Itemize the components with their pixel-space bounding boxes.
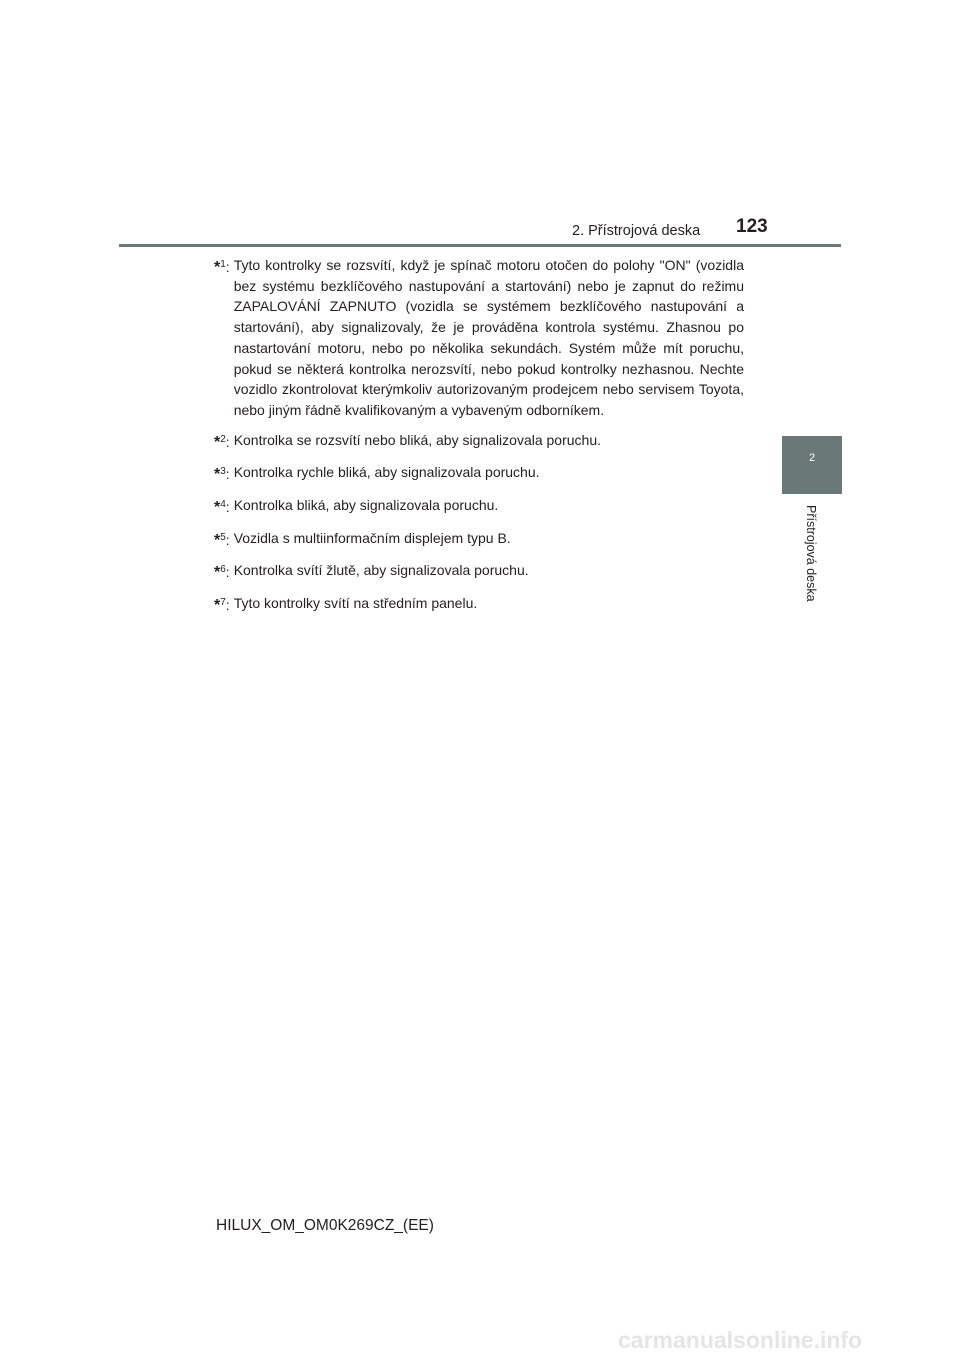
footnote-star: * [214, 499, 221, 517]
footnote-item [214, 593, 744, 617]
footnote-text: Vozidla s multiinformačním displejem typu B. [233, 529, 511, 546]
footnote-marker: *$^7$: [214, 597, 230, 615]
footnote-item [214, 430, 744, 454]
footnote-ref: 3 [220, 466, 226, 478]
footnote-item [214, 495, 744, 519]
footnote-list [214, 255, 744, 626]
footnote-marker: *$^6$: [214, 564, 230, 582]
footnote-text: Tyto kontrolky se rozsvítí, když je spínač motoru otočen do polohy "ON" (vozidla bez systému bezklíčového nastupování a startování) nebo je zapnut do režimu ZAPALOVÁNÍ ZAPNUTO (vozidla se systémem bezklíčového nastupování a startování), aby signalizovaly, že je prováděna kontrola systému. Zhasnou po nastartování motoru, nebo po několika sekundách. Systém může mít poruchu, pokud se některá kontrolka nerozsvítí, nebo pokud kontrolky nezhasnou. Nechte vozidlo zkontrolovat kterýmkoliv autorizovaným prodejcem nebo servisem Toyota, nebo jiným řádně kvalifikovaným a vybaveným odborníkem. [233, 257, 744, 418]
footnote-ref: 7 [220, 597, 226, 609]
footnote-item [214, 560, 744, 584]
footnote-ref: 4 [220, 499, 226, 511]
footnote-item [214, 255, 744, 421]
footnote-text: Kontrolka rychle bliká, aby signalizovala poruchu. [233, 464, 540, 481]
footnote-star: * [214, 433, 221, 451]
footnote-marker: *$^4$: [214, 499, 230, 517]
chapter-tab-number: 2 [808, 452, 816, 464]
footnote-star: * [214, 259, 221, 276]
footnote-marker: *$^5$: [214, 531, 230, 549]
footnote-ref: 2 [220, 433, 226, 445]
footnote-text: Kontrolka svítí žlutě, aby signalizovala poruchu. [233, 562, 529, 579]
chapter-side-label: Přístrojová deska [804, 505, 818, 602]
page-number: 123 [736, 216, 768, 237]
chapter-tab [782, 436, 842, 494]
footnote-marker: *$^2$: [214, 433, 230, 451]
footnote-item [214, 462, 744, 486]
section-title: 2. Přístrojová deska [572, 223, 701, 239]
footnote-star: * [214, 564, 221, 582]
document-code: HILUX_OM_OM0K269CZ_(EE) [216, 1217, 434, 1234]
footnote-star: * [214, 531, 221, 549]
footnote-marker: *$^3$: [214, 466, 230, 484]
footnote-ref: 6 [220, 564, 226, 576]
footnote-marker: *$^1$: [214, 259, 230, 276]
footnote-text: Tyto kontrolky svítí na středním panelu. [233, 595, 478, 612]
footnote-star: * [214, 597, 221, 615]
footnote-star: * [214, 466, 221, 484]
footnote-ref: 5 [220, 531, 226, 543]
header-divider [119, 244, 841, 247]
footnote-text: Kontrolka se rozsvítí nebo bliká, aby signalizovala poruchu. [233, 431, 602, 448]
footnote-text: Kontrolka bliká, aby signalizovala poruchu. [233, 497, 499, 514]
footnote-item [214, 528, 744, 552]
footnote-ref: 1 [220, 259, 226, 270]
watermark-text[interactable]: carmanualsonline.info [618, 1327, 863, 1353]
